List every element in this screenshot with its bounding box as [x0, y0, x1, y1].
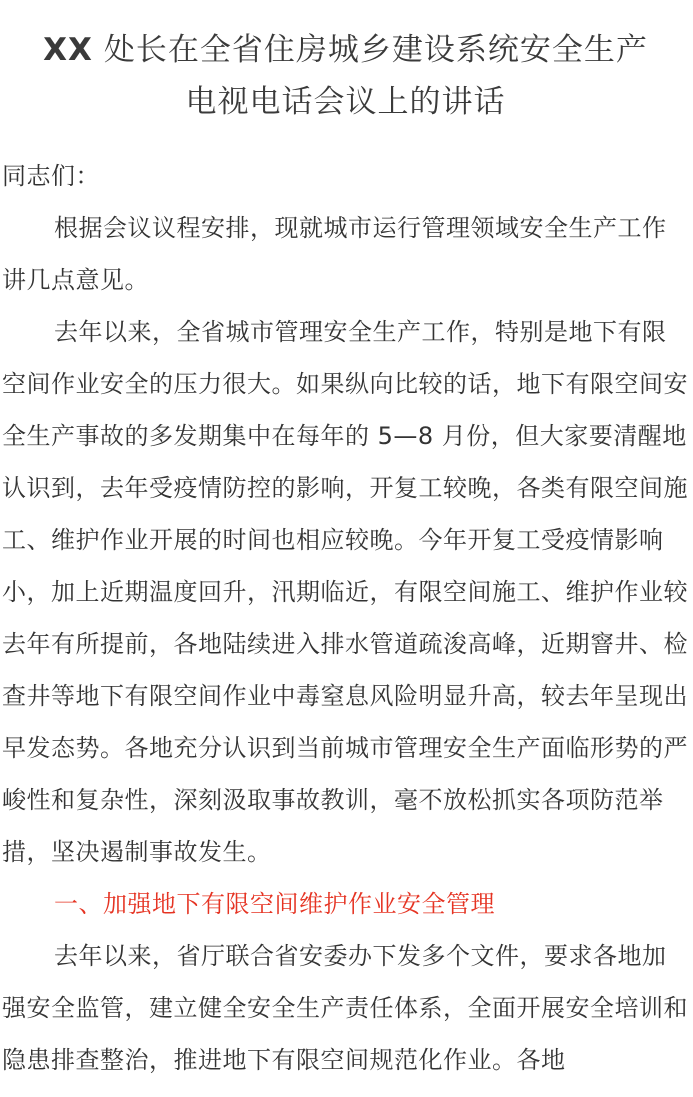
title-line-1-text: 处长在全省住房城乡建设系统安全生产 — [92, 32, 648, 68]
document-title — [2, 0, 689, 128]
section-heading: 一、加强地下有限空间维护作业安全管理 — [54, 890, 495, 918]
salutation: 同志们： — [2, 162, 100, 190]
title-line-1 — [43, 32, 648, 68]
document-body — [2, 150, 689, 1086]
section-paragraph: 去年以来，省厅联合省安委办下发多个文件，要求各地加强安全监管，建立健全安全生产责任体系，全面开展安全培训和隐患排查整治，推进地下有限空间规范化作业。各地 — [2, 942, 688, 1074]
paragraph-situation: 去年以来，全省城市管理安全生产工作，特别是地下有限空间作业安全的压力很大。如果纵向比较的话，地下有限空间安全生产事故的多发期集中在每年的 5—8 月份，但大家要清醒地认识到，去年受疫情防控的影响，开复工较晚，各类有限空间施工、维护作业开展的时间也相应较晚。今年开复工受疫情影响小，加上近期温度回升，汛期临近，有限空间施工、维护作业较去年有所提前，各地陆续进入排水管道疏浚高峰，近期窨井、检查井等地下有限空间作业中毒窒息风险明显升高，较去年呈现出早发态势。各地充分认识到当前城市管理安全生产面临形势的严峻性和复杂性，深刻汲取事故教训，毫不放松抓实各项防范举措，坚决遏制事故发生。 — [2, 318, 688, 866]
title-prefix: XX — [43, 32, 93, 68]
paragraph-intro: 根据会议议程安排，现就城市运行管理领域安全生产工作讲几点意见。 — [2, 214, 667, 294]
title-line-2: 电视电话会议上的讲话 — [185, 84, 506, 120]
